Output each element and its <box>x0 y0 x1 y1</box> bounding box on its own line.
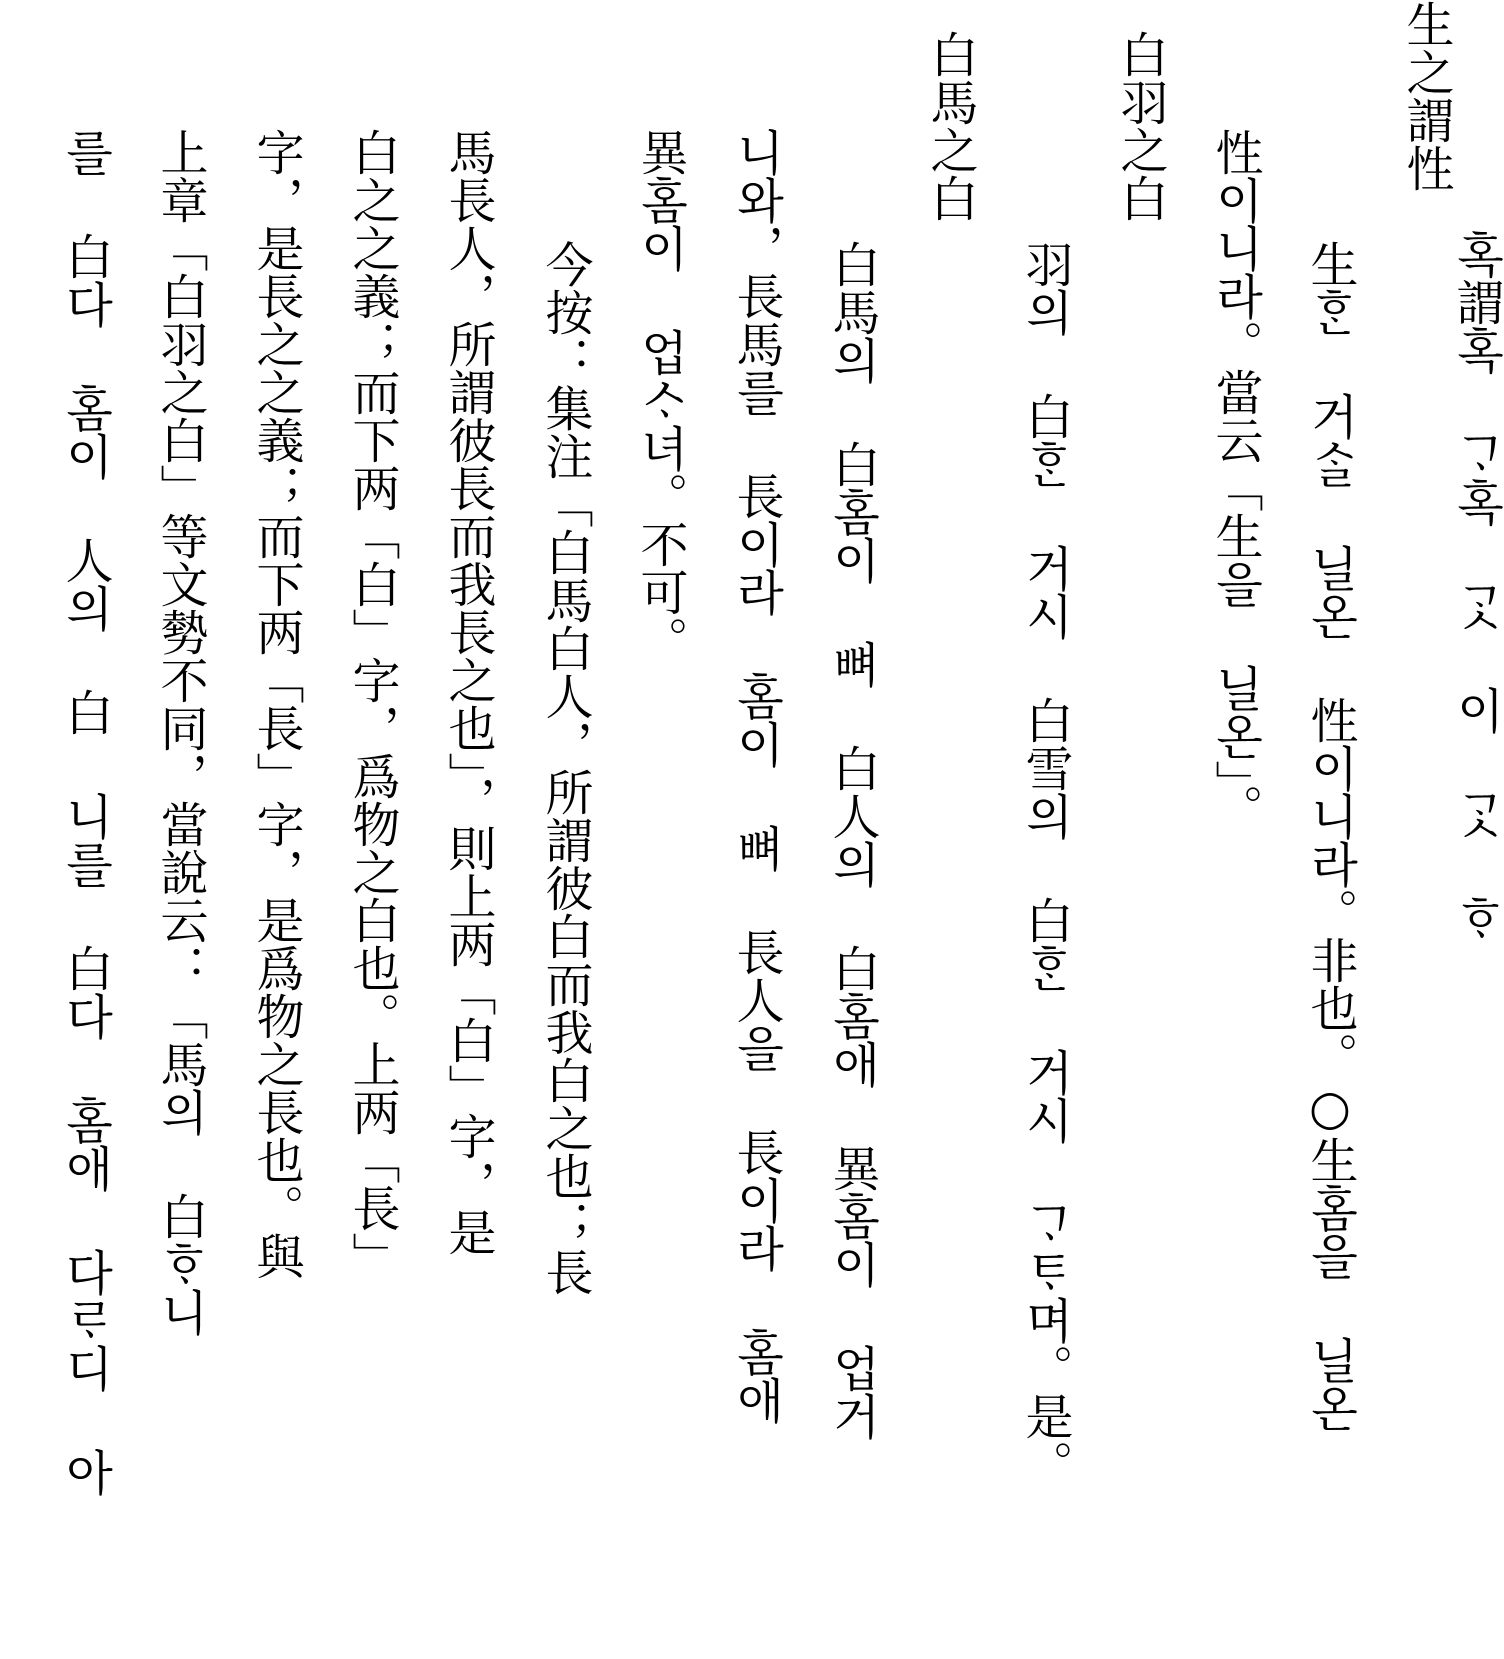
heading-bai-ma-zhi-bai: 白馬之白 <box>922 30 978 222</box>
commentary-line-3: 白之之義；而下两「白」字，爲物之白也。上两「長」 <box>344 128 400 1280</box>
heading-sheng-zhi-wei-xing: 生之謂性 <box>1398 0 1454 192</box>
gloss-line-3: 羽의 白ᄒᆞᆫ 거시 白雪의 白ᄒᆞᆫ 거시 ᄀᆞᄐᆞ며。是。 <box>1017 240 1073 1488</box>
cut-off-column-text: 혹謂혹 ᄀᆞ혹 ᄀᆞᆺ 이 ᄀᆞᆺ ᄒᆞ <box>1448 230 1504 942</box>
gloss-line-4: 白馬의 白홈이 뼈 白人의 白홈애 異홈이 업거 <box>824 240 880 1440</box>
heading-bai-yu-zhi-bai: 白羽之白 <box>1112 30 1168 222</box>
commentary-line-5: 上章「白羽之白」等文勢不同，當說云：「馬의 白ᄒᆞ니 <box>152 128 208 1336</box>
commentary-line-2: 馬長人，所謂彼長而我長之也」，則上两「白」字，是 <box>440 128 496 1256</box>
commentary-line-6: 를 白다 홈이 人의 白 니를 白다 홈애 다ᄅᆞ디 아 <box>57 128 113 1496</box>
commentary-line-4: 字，是長之之義；而下两「長」字，是爲物之長也。與 <box>248 128 304 1280</box>
gloss-line-1: 生ᄒᆞᆫ 거ᄉᆞᆯ 닐온 性이니라。非也。○生홈을 닐온 <box>1302 240 1358 1432</box>
commentary-line-1: 今按：集注「白馬白人，所謂彼白而我白之也；長 <box>537 240 593 1296</box>
gloss-line-6: 異홈이 업ᄉᆞ녀。不可。 <box>632 128 688 664</box>
cut-off-column <box>1446 230 1504 1420</box>
gloss-line-5: 니와，長馬를 長이라 홈이 뼈 長人을 長이라 홈애 <box>728 128 784 1424</box>
gloss-line-2: 性이니라。當云「生을 닐온」。 <box>1207 128 1263 832</box>
